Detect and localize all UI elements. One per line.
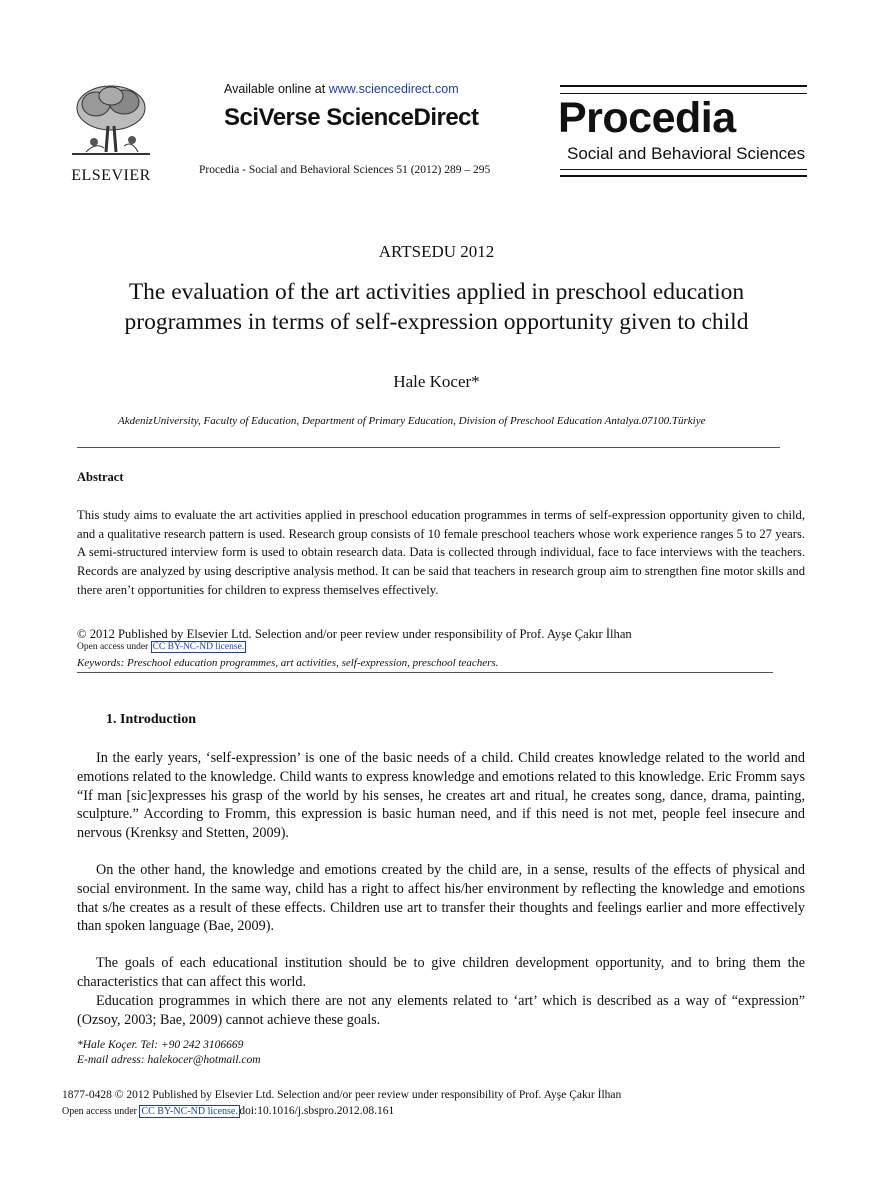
procedia-rule-bottom: [560, 169, 807, 177]
keywords: Keywords: Preschool education programmes, art activities, self-expression, preschool teachers.: [77, 657, 499, 669]
author: Hale Kocer*: [393, 372, 480, 391]
footnote-contact: *Hale Koçer. Tel: +90 242 3106669: [77, 1039, 244, 1051]
procedia-rule-top: [560, 85, 807, 94]
available-prefix: Available online at: [224, 82, 329, 96]
abstract-copyright: © 2012 Published by Elsevier Ltd. Selection and/or peer review under responsibility of Prof. Ayşe Çakır İlhan: [77, 627, 632, 641]
footer-license-link[interactable]: CC BY-NC-ND license.: [141, 1106, 238, 1117]
affiliation: AkdenizUniversity, Faculty of Education, Department of Primary Education, Division of Preschool Education Antalya.07100.Türkiye: [118, 415, 706, 427]
intro-paragraph-1: In the early years, ‘self-expression’ is one of the basic needs of a child. Child creates knowledge related to the world and emotions related to the knowledge. Child wants to express knowledge and emotions related to this knowledge. Eric Fromm says “If man [sic]expresses his grasp of the world by his senses, he creates art and ritual, he creates song, dance, drama, painting, sculpture.” According to Fromm, this expression is basic human need, and if this need is not met, people feel insecure and nervous (Krenksy and Stetten, 2009).: [77, 750, 805, 842]
procedia-title: Procedia: [558, 94, 736, 142]
sciverse-logo: SciVerse ScienceDirect: [224, 104, 479, 131]
sciencedirect-link[interactable]: www.sciencedirect.com: [328, 82, 459, 96]
section-heading: 1. Introduction: [106, 712, 196, 727]
footnote-email: E-mail adress: halekocer@hotmail.com: [77, 1054, 261, 1066]
footer-open-access-prefix: Open access under: [62, 1106, 140, 1117]
footer-copyright: 1877-0428 © 2012 Published by Elsevier Ltd. Selection and/or peer review under responsibility of Prof. Ayşe Çakır İlhan: [62, 1089, 622, 1101]
open-access-prefix: Open access under: [77, 642, 151, 652]
elsevier-wordmark: ELSEVIER: [71, 167, 151, 184]
article-title-line1: The evaluation of the art activities applied in preschool education: [128, 279, 745, 305]
elsevier-tree-icon: [66, 82, 156, 160]
intro-paragraph-4: Education programmes in which there are not any elements related to ‘art’ which is described as a way of “expression” (Ozsoy, 2003; Bae, 2009) cannot achieve these goals.: [77, 993, 805, 1028]
footer-doi: doi:10.1016/j.sbspro.2012.08.161: [239, 1105, 395, 1117]
title-divider: [77, 447, 780, 448]
article-title: [40, 277, 833, 337]
keywords-divider: [77, 672, 773, 673]
license-link[interactable]: CC BY-NC-ND license.: [152, 642, 245, 652]
procedia-subtitle: Social and Behavioral Sciences: [567, 144, 806, 163]
intro-paragraph-2: On the other hand, the knowledge and emotions created by the child are, in a sense, results of the effects of physical and social environment. In the same way, child has a right to affect his/her environment by reflecting the knowledge and emotions that s/he creates as a result of these effects. Children use art to transfer their thoughts and feelings earlier and more effectively than spoken language (Bae, 2009).: [77, 862, 805, 935]
conference-name: ARTSEDU 2012: [378, 242, 495, 261]
elsevier-logo: [66, 82, 156, 184]
journal-citation: Procedia - Social and Behavioral Sciences 51 (2012) 289 – 295: [199, 164, 491, 176]
intro-paragraph-3: The goals of each educational institution should be to give children development opportunity, and to bring them the characteristics that can affect this world.: [77, 955, 805, 990]
abstract-open-access: [77, 642, 246, 652]
article-title-line2: programmes in terms of self-expression opportunity given to child: [124, 309, 749, 335]
abstract-text: This study aims to evaluate the art activities applied in preschool education programmes in terms of self-expression opportunity given to child, and a qualitative research pattern is used. Research group consists of 10 female preschool teachers whose work experience ranges 5 to 27 years. A semi-structured interview form is used to obtain research data. Data is collected through individual, face to face interviews with the teachers. Records are analyzed by using descriptive analysis method. It can be said that teachers in research group aim to strengthen fine motor skills and there aren’t opportunities for children to express themselves effectively.: [77, 508, 805, 597]
abstract-heading: Abstract: [77, 470, 124, 484]
available-online: [224, 82, 459, 96]
footer-open-access: [62, 1105, 394, 1117]
